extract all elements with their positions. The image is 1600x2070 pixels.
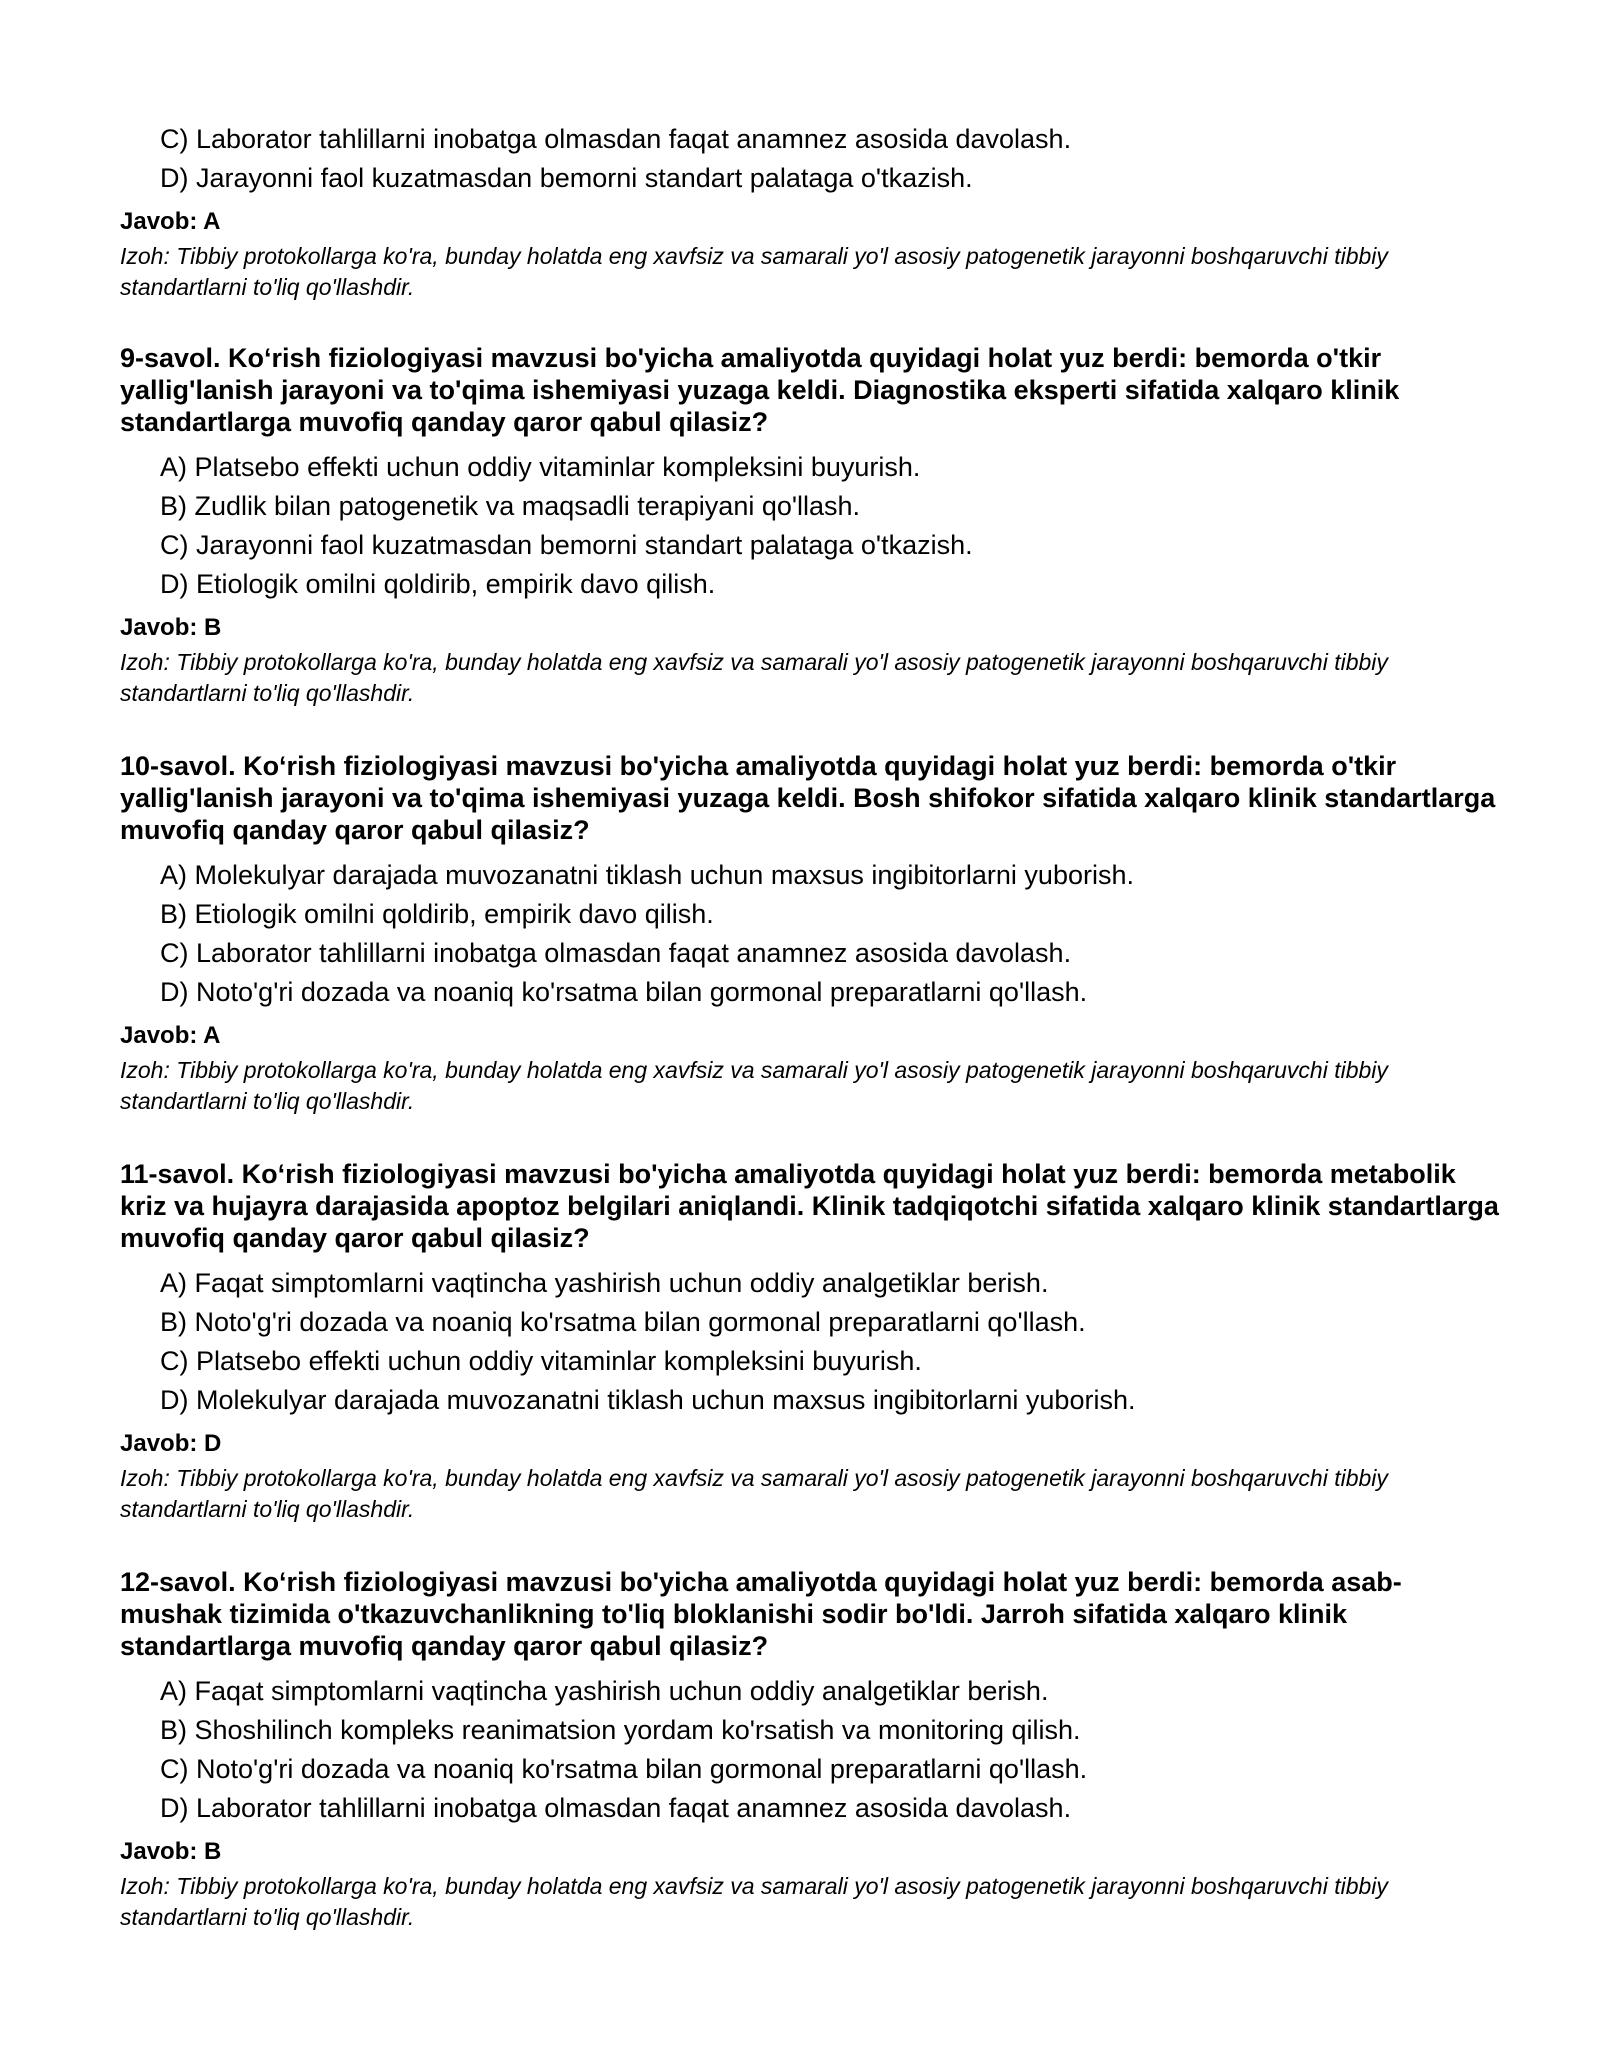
option-c: C) Noto'g'ri dozada va noaniq ko'rsatma bilan gormonal preparatlarni qo'llash. xyxy=(160,1754,1088,1784)
option-list xyxy=(120,448,1500,604)
question-title: 11-savol. Ko‘rish fiziologiyasi mavzusi bo'yicha amaliyotda quyidagi holat yuz berdi: bemorda metabolik kriz va hujayra darajasida apoptoz belgilari aniqlandi. Klinik tadqiqotchi sifatida xalqaro klinik standartlarga muvofiq qanday qaror qabul qilasiz? xyxy=(120,1159,1499,1253)
option-c: C) Platsebo effekti uchun oddiy vitaminlar kompleksini buyurish. xyxy=(160,1346,922,1376)
question-10 xyxy=(120,750,1500,1117)
option-a: A) Molekulyar darajada muvozanatni tiklash uchun maxsus ingibitorlarni yuborish. xyxy=(160,860,1134,890)
option-list xyxy=(120,1264,1500,1420)
option-d: D) Molekulyar darajada muvozanatni tiklash uchun maxsus ingibitorlarni yuborish. xyxy=(160,1385,1136,1415)
question-title: 9-savol. Ko‘rish fiziologiyasi mavzusi bo'yicha amaliyotda quyidagi holat yuz berdi: bemorda o'tkir yallig'lanish jarayoni va to'qima ishemiyasi yuzaga keldi. Diagnostika eksperti sifatida xalqaro klinik standartlarga muvofiq qanday qaror qabul qilasiz? xyxy=(120,343,1400,437)
answer-label: Javob: A xyxy=(120,1022,221,1049)
explanation-note: Izoh: Tibbiy protokollarga ko'ra, bunday holatda eng xavfsiz va samarali yo'l asosiy patogenetik jarayonni boshqaruvchi tibbiy standartlarni to'liq qo'llashdir. xyxy=(120,1873,1388,1930)
option-b: B) Shoshilinch kompleks reanimatsion yordam ko'rsatish va monitoring qilish. xyxy=(160,1715,1081,1745)
option-c: C) Laborator tahlillarni inobatga olmasdan faqat anamnez asosida davolash. xyxy=(160,938,1072,968)
option-b: B) Etiologik omilni qoldirib, empirik davo qilish. xyxy=(160,899,714,929)
option-d: D) Noto'g'ri dozada va noaniq ko'rsatma bilan gormonal preparatlarni qo'llash. xyxy=(160,977,1088,1007)
option-a: A) Faqat simptomlarni vaqtincha yashirish uchun oddiy analgetiklar berish. xyxy=(160,1676,1049,1706)
option-list xyxy=(120,1672,1500,1828)
answer-label: Javob: B xyxy=(120,1838,222,1865)
option-a: A) Faqat simptomlarni vaqtincha yashirish uchun oddiy analgetiklar berish. xyxy=(160,1268,1049,1298)
explanation-note: Izoh: Tibbiy protokollarga ko'ra, bunday holatda eng xavfsiz va samarali yo'l asosiy patogenetik jarayonni boshqaruvchi tibbiy standartlarni to'liq qo'llashdir. xyxy=(120,1465,1388,1522)
option-d: D) Jarayonni faol kuzatmasdan bemorni standart palataga o'tkazish. xyxy=(160,163,973,193)
option-d: D) Etiologik omilni qoldirib, empirik davo qilish. xyxy=(160,569,716,599)
question-8-continuation xyxy=(120,120,1500,303)
explanation-note: Izoh: Tibbiy protokollarga ko'ra, bunday holatda eng xavfsiz va samarali yo'l asosiy patogenetik jarayonni boshqaruvchi tibbiy standartlarni to'liq qo'llashdir. xyxy=(120,243,1388,300)
answer-label: Javob: D xyxy=(120,1430,222,1457)
answer-label: Javob: B xyxy=(120,614,222,641)
option-list xyxy=(120,856,1500,1012)
option-b: B) Zudlik bilan patogenetik va maqsadli terapiyani qo'llash. xyxy=(160,491,861,521)
answer-label: Javob: A xyxy=(120,208,221,235)
question-11 xyxy=(120,1158,1500,1525)
question-title: 10-savol. Ko‘rish fiziologiyasi mavzusi bo'yicha amaliyotda quyidagi holat yuz berdi: bemorda o'tkir yallig'lanish jarayoni va to'qima ishemiyasi yuzaga keldi. Bosh shifokor sifatida xalqaro klinik standartlarga muvofiq qanday qaror qabul qilasiz? xyxy=(120,751,1496,845)
option-a: A) Platsebo effekti uchun oddiy vitaminlar kompleksini buyurish. xyxy=(160,452,921,482)
option-d: D) Laborator tahlillarni inobatga olmasdan faqat anamnez asosida davolash. xyxy=(160,1793,1072,1823)
option-c: C) Jarayonni faol kuzatmasdan bemorni standart palataga o'tkazish. xyxy=(160,530,973,560)
option-b: B) Noto'g'ri dozada va noaniq ko'rsatma bilan gormonal preparatlarni qo'llash. xyxy=(160,1307,1086,1337)
option-c: C) Laborator tahlillarni inobatga olmasdan faqat anamnez asosida davolash. xyxy=(160,124,1072,154)
question-12 xyxy=(120,1566,1500,1933)
option-list xyxy=(120,120,1500,198)
explanation-note: Izoh: Tibbiy protokollarga ko'ra, bunday holatda eng xavfsiz va samarali yo'l asosiy patogenetik jarayonni boshqaruvchi tibbiy standartlarni to'liq qo'llashdir. xyxy=(120,649,1388,706)
question-title: 12-savol. Ko‘rish fiziologiyasi mavzusi bo'yicha amaliyotda quyidagi holat yuz berdi: bemorda asab-mushak tizimida o'tkazuvchanlikning to'liq bloklanishi sodir bo'ldi. Jarroh sifatida xalqaro klinik standartlarga muvofiq qanday qaror qabul qilasiz? xyxy=(120,1567,1402,1661)
question-9 xyxy=(120,342,1500,709)
explanation-note: Izoh: Tibbiy protokollarga ko'ra, bunday holatda eng xavfsiz va samarali yo'l asosiy patogenetik jarayonni boshqaruvchi tibbiy standartlarni to'liq qo'llashdir. xyxy=(120,1057,1388,1114)
